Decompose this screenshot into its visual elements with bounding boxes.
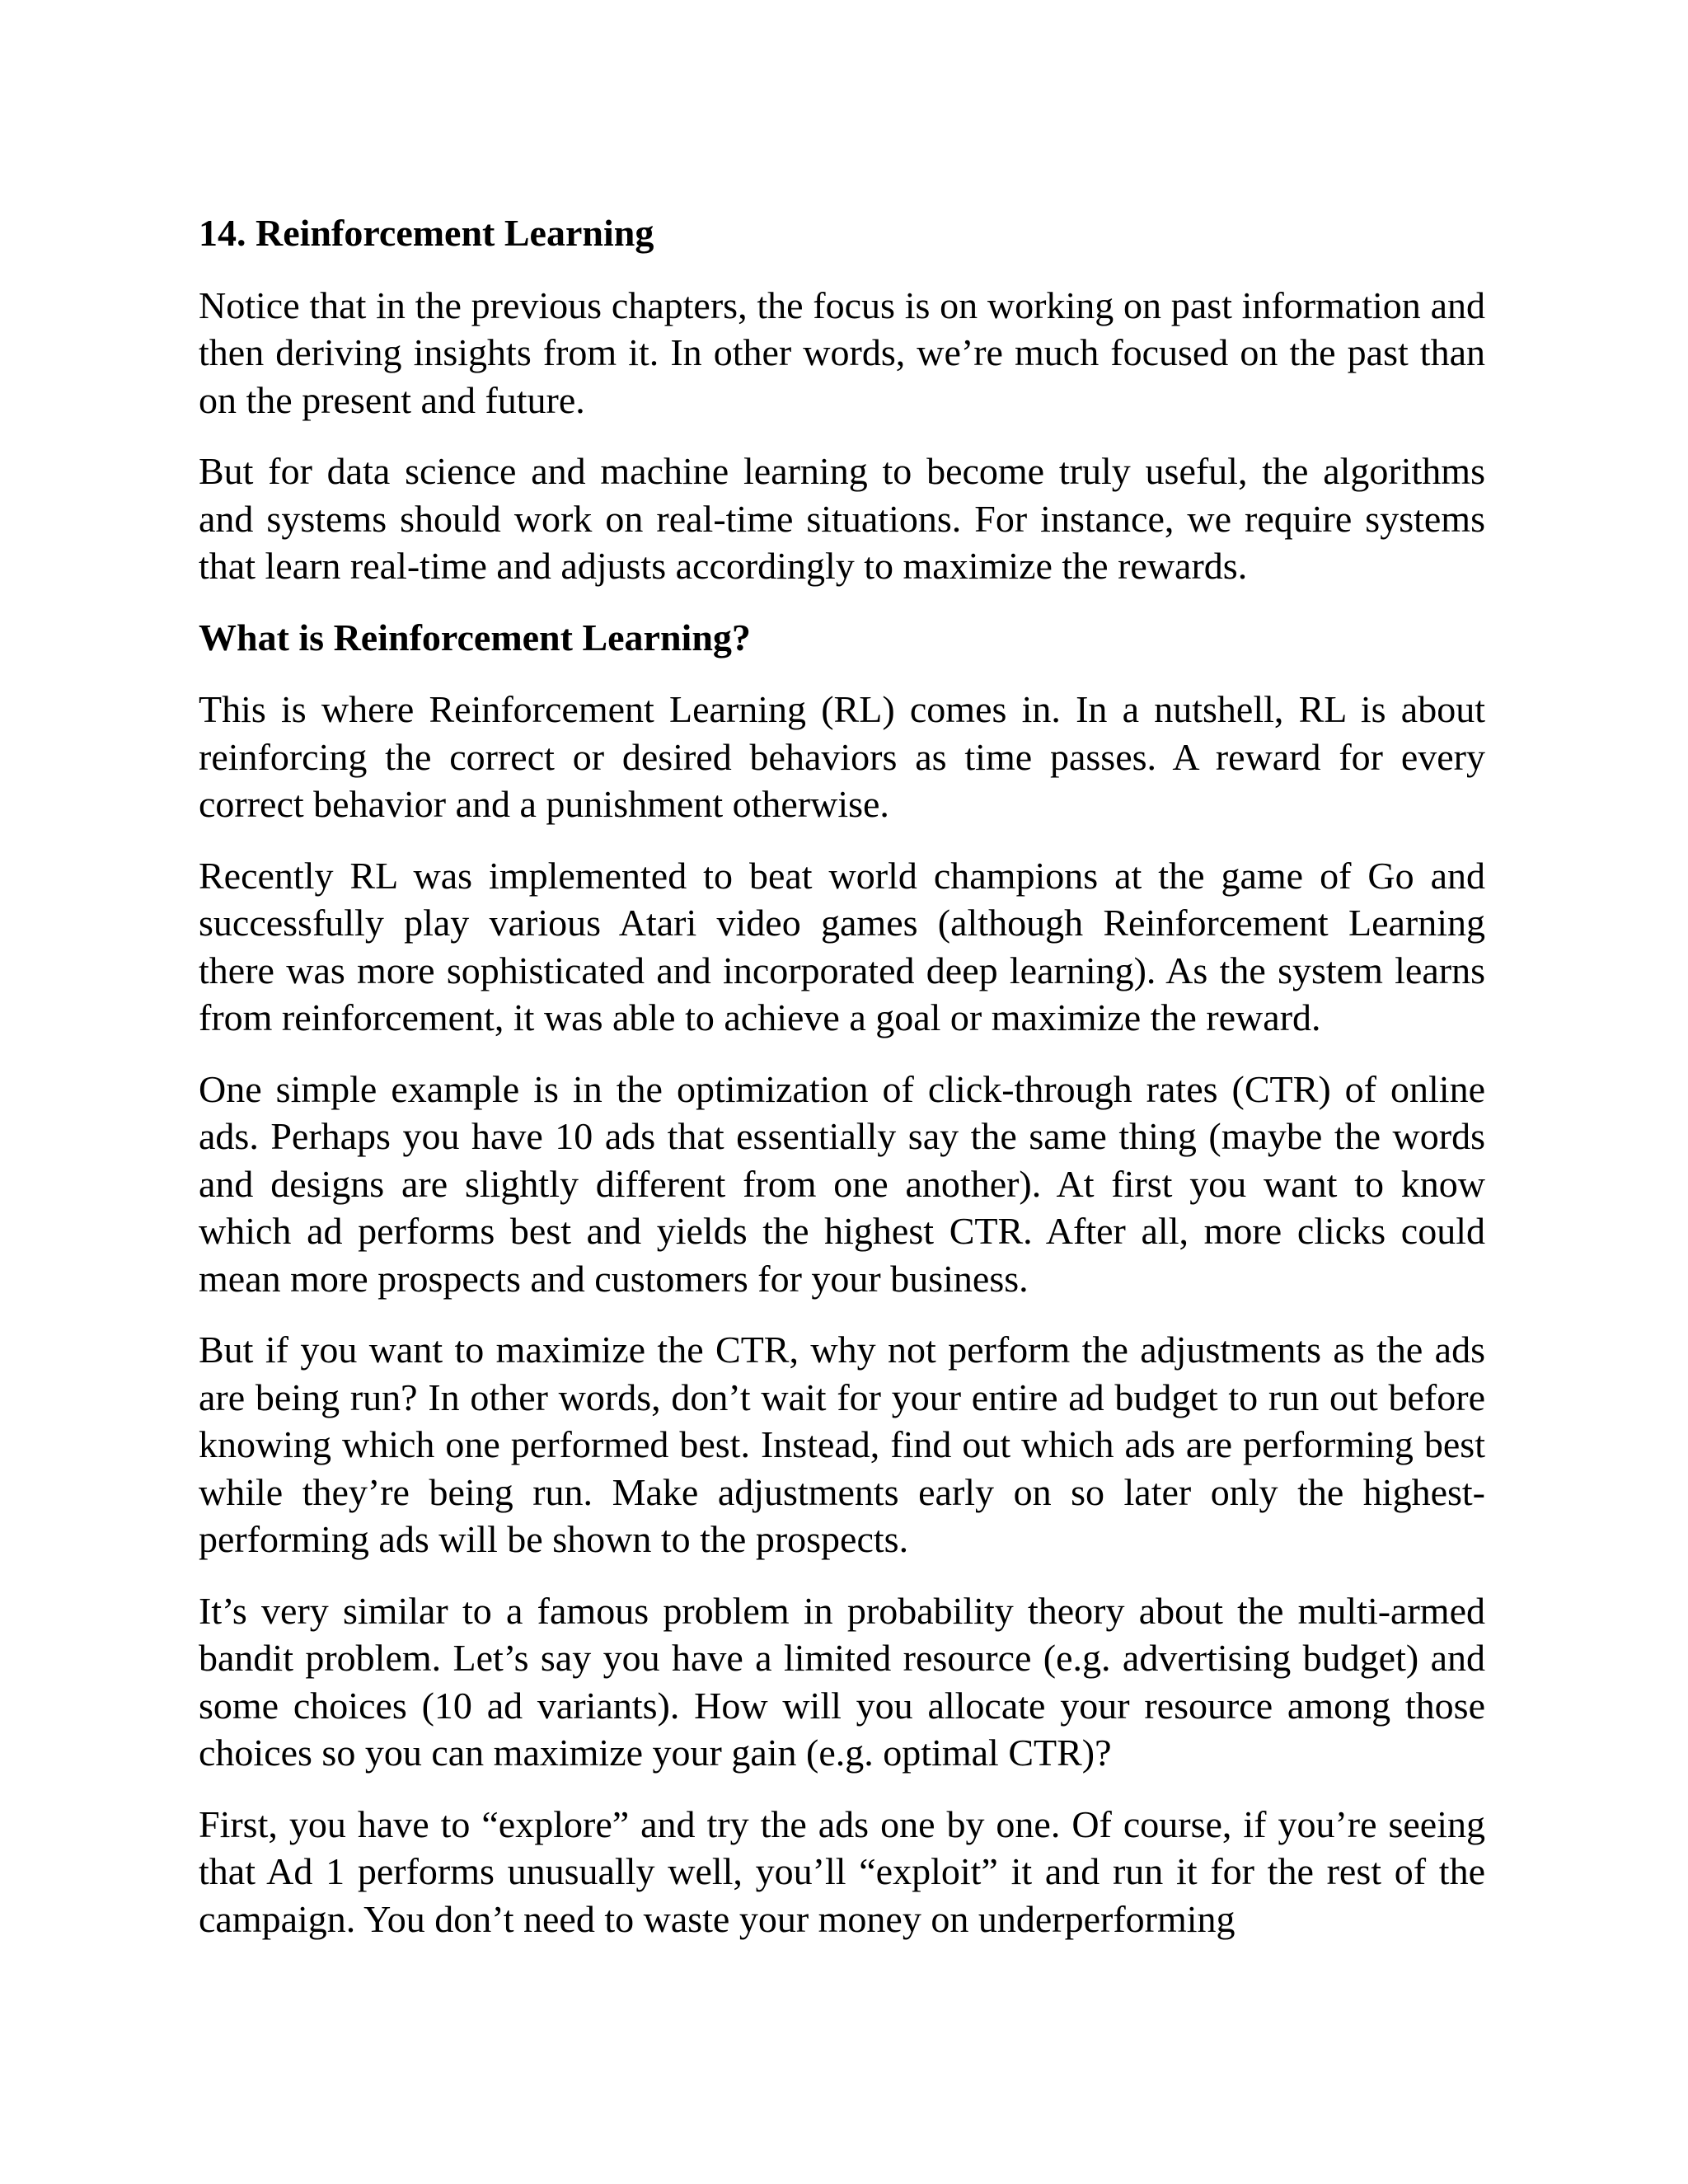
section-heading: What is Reinforcement Learning? xyxy=(199,616,751,658)
paragraph-ctr-example: One simple example is in the optimization of click-through rates (CTR) of online ads. Perhaps you have 10 ads that essentially say the same thing (maybe the words and designs are slightly different from one another). At first you want to know which ad performs best and yields the highest CTR. After all, more clicks could mean more prospects and customers for your business. xyxy=(199,1067,1485,1300)
paragraph-go-atari: Recently RL was implemented to beat world champions at the game of Go and successfully play various Atari video games (although Reinforcement Learning there was more sophisticated and incorporated deep learning). As the system learns from reinforcement, it was able to achieve a goal or maximize the reward. xyxy=(199,854,1485,1038)
paragraph-real-time-systems: But for data science and machine learning to become truly useful, the algorithms and systems should work on real-time situations. For instance, we require systems that learn real-time and adjusts accordingly to maximize the rewards. xyxy=(199,450,1485,587)
paragraph-past-information: Notice that in the previous chapters, the focus is on working on past information and then deriving insights from it. In other words, we’re much focused on the past than on the present and future. xyxy=(199,284,1485,421)
document-body xyxy=(199,209,1485,1966)
paragraph-multi-armed-bandit: It’s very similar to a famous problem in probability theory about the multi-armed bandit problem. Let’s say you have a limited resource (e.g. advertising budget) and some choices (10 ad variants). How will you allocate your resource among those choices so you can maximize your gain (e.g. optimal CTR)? xyxy=(199,1589,1485,1774)
paragraph-rl-definition: This is where Reinforcement Learning (RL) comes in. In a nutshell, RL is about reinforcing the correct or desired behaviors as time passes. A reward for every correct behavior and a punishment otherwise. xyxy=(199,688,1485,825)
paragraph-explore-exploit: First, you have to “explore” and try the ads one by one. Of course, if you’re seeing that Ad 1 performs unusually well, you’ll “exploit” it and run it for the rest of the campaign. You don’t need to waste your money on underperforming xyxy=(199,1802,1485,1940)
chapter-title: 14. Reinforcement Learning xyxy=(199,212,654,254)
paragraph-maximize-ctr: But if you want to maximize the CTR, why not perform the adjustments as the ads are being run? In other words, don’t wait for your entire ad budget to run out before knowing which one performed best. Instead, find out which ads are performing best while they’re being run. Make adjustments early on so later only the highest-performing ads will be shown to the prospects. xyxy=(199,1329,1485,1560)
